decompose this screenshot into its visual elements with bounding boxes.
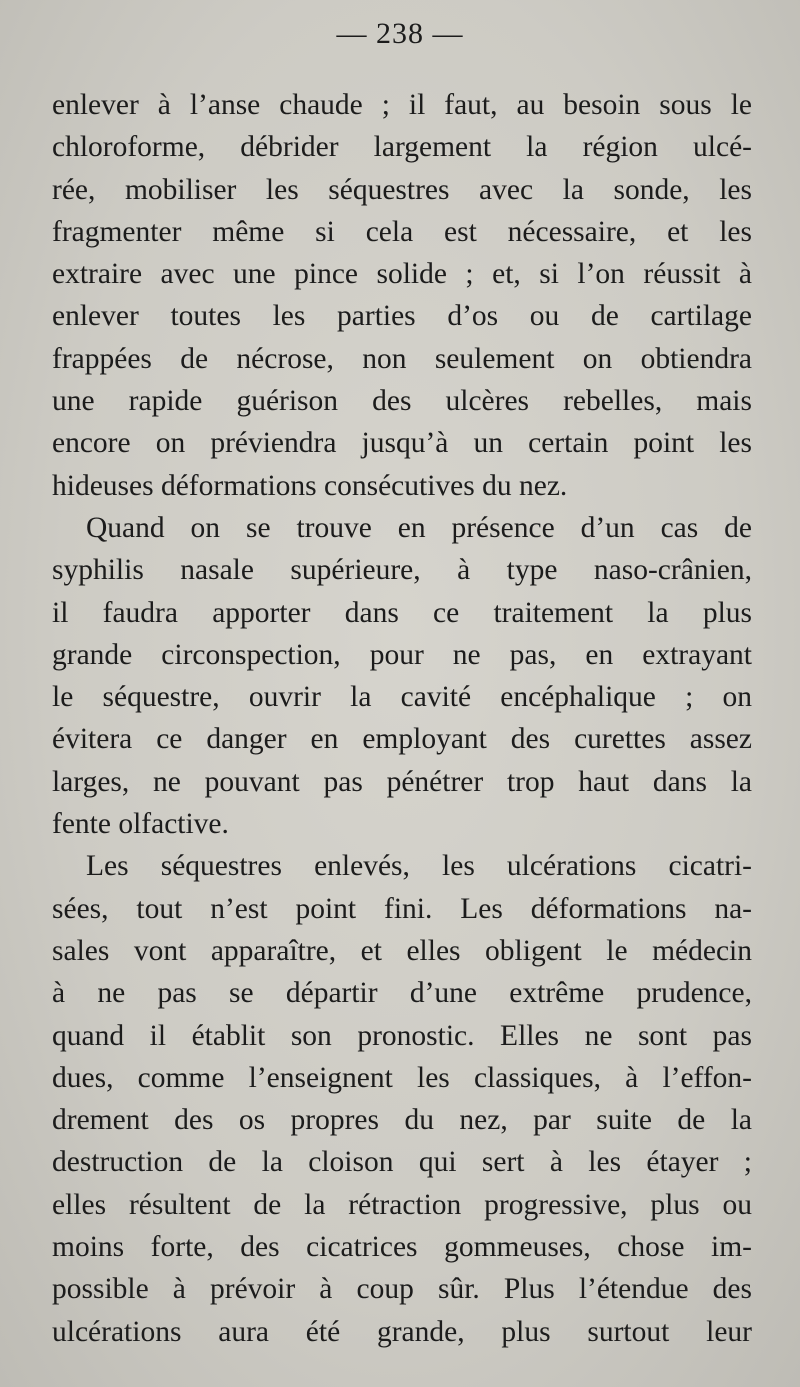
body-text: [52, 84, 752, 1353]
text-line: sales vont apparaître, et elles obligent le médecin: [52, 934, 752, 967]
text-line: quand il établit son pronostic. Elles ne sont pas: [52, 1019, 752, 1052]
text-line: drement des os propres du nez, par suite de la: [52, 1104, 752, 1137]
text-line: larges, ne pouvant pas pénétrer trop haut dans la: [52, 765, 752, 798]
text-line: enlever toutes les parties d’os ou de cartilage: [52, 300, 752, 333]
text-line: rée, mobiliser les séquestres avec la sonde, les: [52, 173, 752, 206]
text-line: il faudra apporter dans ce traitement la plus: [52, 596, 752, 629]
text-line: hideuses déformations consécutives du nez.: [52, 469, 568, 502]
text-line: possible à prévoir à coup sûr. Plus l’étendue des: [52, 1273, 752, 1306]
paragraph-1: [52, 84, 752, 507]
text-line: encore on préviendra jusqu’à un certain point les: [52, 427, 752, 460]
text-line: fente olfactive.: [52, 808, 229, 841]
text-line: destruction de la cloison qui sert à les étayer ;: [52, 1146, 752, 1179]
text-line: dues, comme l’enseignent les classiques, à l’effon-: [52, 1061, 752, 1094]
text-line: enlever à l’anse chaude ; il faut, au besoin sous le: [52, 89, 752, 121]
text-line: Les séquestres enlevés, les ulcérations cicatri-: [86, 850, 752, 883]
text-line: syphilis nasale supérieure, à type naso-crânien,: [52, 554, 752, 587]
text-line: grande circonspection, pour ne pas, en extrayant: [52, 638, 752, 671]
text-line: à ne pas se départir d’une extrême prudence,: [52, 977, 752, 1010]
text-line: chloroforme, débrider largement la région ulcé-: [52, 131, 752, 164]
page-number: — 238 —: [336, 17, 464, 50]
text-line: sées, tout n’est point fini. Les déformations na-: [52, 892, 752, 925]
text-line: fragmenter même si cela est nécessaire, et les: [52, 215, 752, 248]
paragraph-2: [52, 507, 752, 845]
text-line: moins forte, des cicatrices gommeuses, chose im-: [52, 1231, 752, 1264]
text-line: frappées de nécrose, non seulement on obtiendra: [52, 342, 752, 375]
paragraph-3: [52, 845, 752, 1353]
text-line: le séquestre, ouvrir la cavité encéphalique ; on: [52, 681, 752, 714]
text-line: extraire avec une pince solide ; et, si l’on réussit à: [52, 258, 752, 291]
text-line: elles résultent de la rétraction progressive, plus ou: [52, 1188, 752, 1221]
text-line: une rapide guérison des ulcères rebelles, mais: [52, 385, 752, 418]
text-line: ulcérations aura été grande, plus surtout leur: [52, 1315, 752, 1348]
text-line: évitera ce danger en employant des curettes assez: [52, 723, 752, 756]
text-line: Quand on se trouve en présence d’un cas de: [86, 511, 752, 544]
